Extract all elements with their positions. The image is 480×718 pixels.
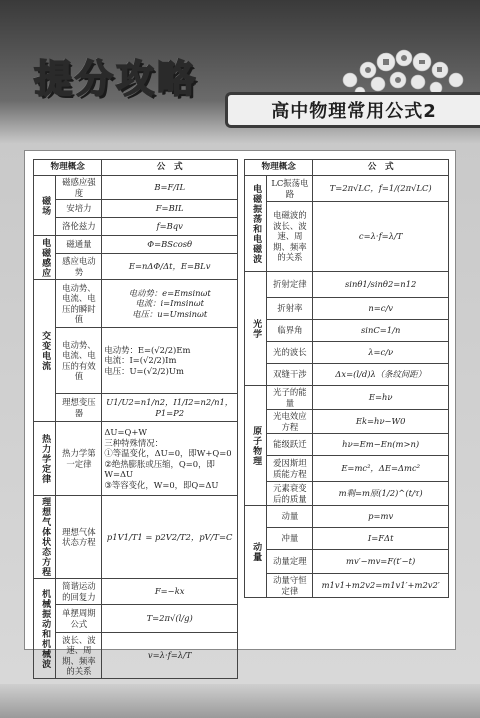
table-row xyxy=(34,422,238,496)
left-column xyxy=(33,159,238,679)
formula-cell: v=λ·f=λ/T xyxy=(102,633,238,679)
concept-cell: 简谐运动的回复力 xyxy=(56,579,102,605)
category-cell: 机械振动和机械波 xyxy=(34,579,56,679)
concept-cell: 能级跃迁 xyxy=(267,434,313,456)
formula-sheet xyxy=(24,150,456,676)
category-cell: 原子物理 xyxy=(245,386,267,506)
concept-cell: 双缝干涉 xyxy=(267,364,313,386)
formula-cell: Ek=hν−W0 xyxy=(313,410,449,434)
formula-cell: T=2π√(l/g) xyxy=(102,605,238,633)
category-cell: 电磁感应 xyxy=(34,236,56,280)
concept-cell: 折射定律 xyxy=(267,272,313,298)
page-header xyxy=(0,0,480,150)
concept-cell: 折射率 xyxy=(267,298,313,320)
category-cell: 理想气体状态方程 xyxy=(34,496,56,579)
concept-cell: 热力学第一定律 xyxy=(56,422,102,496)
table-row xyxy=(34,579,238,605)
concept-cell: 元素衰变后的质量 xyxy=(267,482,313,506)
table-row xyxy=(245,176,449,202)
formula-cell: E=hν xyxy=(313,386,449,410)
table-row xyxy=(245,320,449,342)
header-formula: 公 式 xyxy=(313,160,449,176)
formula-cell: p=mv xyxy=(313,506,449,528)
formula-cell: c=λ·f=λ/T xyxy=(313,202,449,272)
formula-cell: E=nΔΦ/Δt，E=BLv xyxy=(102,254,238,280)
concept-cell: 冲量 xyxy=(267,528,313,550)
formula-cell: m剩=m原(1/2)^(t/τ) xyxy=(313,482,449,506)
table-row xyxy=(245,342,449,364)
concept-cell: 光子的能量 xyxy=(267,386,313,410)
table-header-row xyxy=(34,160,238,176)
table-row xyxy=(34,236,238,254)
category-cell: 动量 xyxy=(245,506,267,598)
table-row xyxy=(34,328,238,394)
concept-cell: 理想变压器 xyxy=(56,394,102,422)
table-row xyxy=(245,298,449,320)
concept-cell: 波长、波速、周期、频率的关系 xyxy=(56,633,102,679)
concept-cell: 单摆周期公式 xyxy=(56,605,102,633)
formula-cell: p1V1/T1 = p2V2/T2，pV/T=C xyxy=(102,496,238,579)
formula-cell: sinθ1/sinθ2=n12 xyxy=(313,272,449,298)
banner-title: 高中物理常用公式2 xyxy=(271,101,437,122)
header-formula: 公 式 xyxy=(102,160,238,176)
category-cell: 交变电流 xyxy=(34,280,56,422)
table-row xyxy=(245,364,449,386)
right-column xyxy=(244,159,449,598)
table-row xyxy=(245,434,449,456)
table-row xyxy=(34,633,238,679)
formula-cell: Φ=BScosθ xyxy=(102,236,238,254)
formula-cell: B=F/IL xyxy=(102,176,238,200)
table-row xyxy=(245,202,449,272)
header-concept: 物理概念 xyxy=(245,160,313,176)
table-row xyxy=(34,254,238,280)
formula-cell: 电动势：E=(√2/2)Em 电流：I=(√2/2)Im 电压：U=(√2/2)Um xyxy=(102,328,238,394)
formula-cell: T=2π√LC，f=1/(2π√LC) xyxy=(313,176,449,202)
formula-cell: n=c/v xyxy=(313,298,449,320)
concept-cell: 磁通量 xyxy=(56,236,102,254)
formula-cell: ΔU=Q+W 三种特殊情况： ①等温变化，ΔU=0，即W+Q=0 ②绝热膨胀或压缩，Q=0，即W=ΔU ③等容变化，W=0，即Q=ΔU xyxy=(102,422,238,496)
table-row xyxy=(245,550,449,574)
formula-cell: I=FΔt xyxy=(313,528,449,550)
table-row xyxy=(34,605,238,633)
concept-cell: 电磁波的波长、波速、周期、频率的关系 xyxy=(267,202,313,272)
table-row xyxy=(245,506,449,528)
right-formula-table xyxy=(244,159,449,598)
table-row xyxy=(34,218,238,236)
table-row xyxy=(34,496,238,579)
formula-cell: mv′−mv=F(t′−t) xyxy=(313,550,449,574)
concept-cell: 感应电动势 xyxy=(56,254,102,280)
category-cell: 热力学定律 xyxy=(34,422,56,496)
concept-cell: 磁感应强度 xyxy=(56,176,102,200)
table-row xyxy=(245,456,449,482)
concept-cell: 光电效应方程 xyxy=(267,410,313,434)
concept-cell: 电动势、电流、电压的有效值 xyxy=(56,328,102,394)
concept-cell: 动量定理 xyxy=(267,550,313,574)
table-row xyxy=(245,528,449,550)
table-row xyxy=(34,200,238,218)
table-row xyxy=(245,482,449,506)
formula-cell: hν=Em−En(m>n) xyxy=(313,434,449,456)
section-banner xyxy=(225,92,480,128)
concept-cell: LC振荡电路 xyxy=(267,176,313,202)
category-cell: 电磁振荡和电磁波 xyxy=(245,176,267,272)
formula-cell: m1v1+m2v2=m1v1′+m2v2′ xyxy=(313,574,449,598)
header-concept: 物理概念 xyxy=(34,160,102,176)
concept-cell: 临界角 xyxy=(267,320,313,342)
formula-cell: F=−kx xyxy=(102,579,238,605)
formula-cell: F=BIL xyxy=(102,200,238,218)
formula-cell: sinC=1/n xyxy=(313,320,449,342)
table-row xyxy=(34,176,238,200)
category-cell: 磁场 xyxy=(34,176,56,236)
category-cell: 光学 xyxy=(245,272,267,386)
table-row xyxy=(245,574,449,598)
brand-title: 提分攻略 xyxy=(34,57,199,101)
table-header-row xyxy=(245,160,449,176)
table-row xyxy=(34,280,238,328)
formula-cell: 电动势：e=Emsinωt 电流：i=Imsinωt 电压：u=Umsinωt xyxy=(102,280,238,328)
concept-cell: 电动势、电流、电压的瞬时值 xyxy=(56,280,102,328)
concept-cell: 理想气体状态方程 xyxy=(56,496,102,579)
formula-cell: Δx=(l/d)λ（条纹间距） xyxy=(313,364,449,386)
formula-cell: λ=c/ν xyxy=(313,342,449,364)
formula-cell: f=Bqv xyxy=(102,218,238,236)
bottom-band xyxy=(0,684,480,718)
concept-cell: 动量守恒定律 xyxy=(267,574,313,598)
left-formula-table xyxy=(33,159,238,679)
table-row xyxy=(245,410,449,434)
concept-cell: 光的波长 xyxy=(267,342,313,364)
formula-cell: E=mc²，ΔE=Δmc² xyxy=(313,456,449,482)
table-row xyxy=(245,272,449,298)
formula-cell: U1/U2=n1/n2，I1/I2=n2/n1，P1=P2 xyxy=(102,394,238,422)
decorative-icon-cloud xyxy=(320,40,470,100)
concept-cell: 洛伦兹力 xyxy=(56,218,102,236)
concept-cell: 安培力 xyxy=(56,200,102,218)
table-row xyxy=(245,386,449,410)
concept-cell: 爱因斯坦质能方程 xyxy=(267,456,313,482)
concept-cell: 动量 xyxy=(267,506,313,528)
table-row xyxy=(34,394,238,422)
